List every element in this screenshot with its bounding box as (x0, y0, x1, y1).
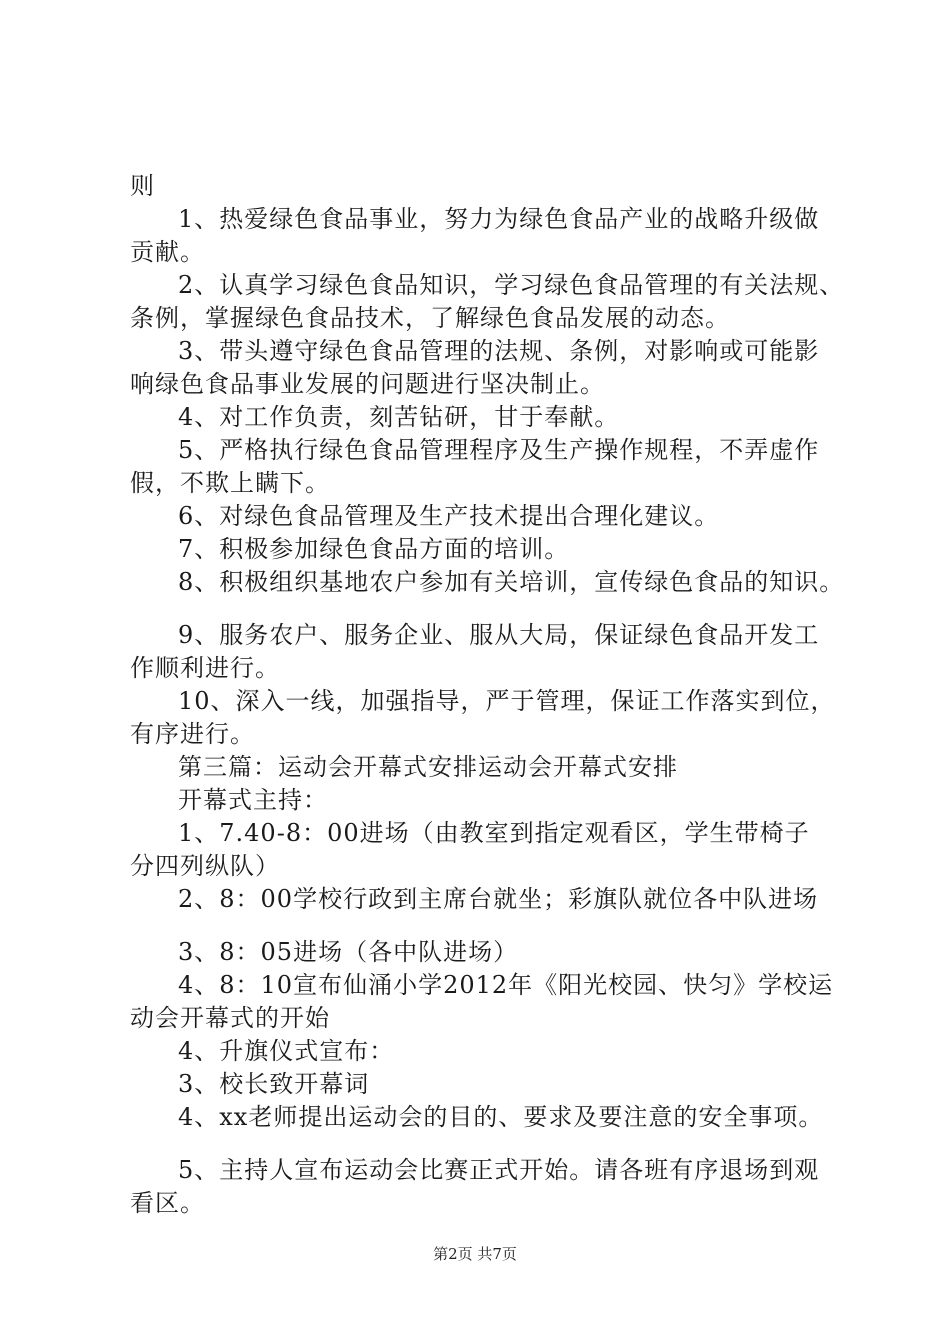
text-line: 分四列纵队） (130, 852, 280, 880)
text-line: 5、主持人宣布运动会比赛正式开始。请各班有序退场到观 (178, 1156, 820, 1184)
text-line: 9、服务农户、服务企业、服从大局，保证绿色食品开发工 (178, 621, 820, 649)
text-line: 贡献。 (130, 238, 205, 266)
text-line: 4、8：10宣布仙涌小学2012年《阳光校园、快匀》学校运 (178, 971, 834, 999)
text-line: 6、对绿色食品管理及生产技术提出合理化建议。 (178, 502, 720, 530)
text-line: 4、xx老师提出运动会的目的、要求及要注意的安全事项。 (178, 1103, 824, 1131)
text-line: 作顺利进行。 (130, 654, 280, 682)
text-line: 开幕式主持： (178, 786, 328, 814)
paragraph-gap (130, 599, 860, 619)
text-line: 2、8：00学校行政到主席台就坐；彩旗队就位各中队进场 (178, 885, 819, 913)
text-line: 3、校长致开幕词 (178, 1070, 370, 1098)
text-line: 条例，掌握绿色食品技术，了解绿色食品发展的动态。 (130, 304, 730, 332)
text-line: 3、8：05进场（各中队进场） (178, 938, 519, 966)
section-heading: 第三篇：运动会开幕式安排运动会开幕式安排 (178, 753, 678, 781)
page-number-footer: 第2页 共7页 (433, 1245, 517, 1263)
document-body (130, 170, 860, 1220)
text-line: 1、热爱绿色食品事业，努力为绿色食品产业的战略升级做 (178, 205, 820, 233)
text-line: 3、带头遵守绿色食品管理的法规、条例，对影响或可能影 (178, 337, 820, 365)
text-line: 假，不欺上瞒下。 (130, 469, 330, 497)
paragraph-gap (130, 916, 860, 936)
text-line: 有序进行。 (130, 720, 255, 748)
text-line: 则 (130, 172, 155, 200)
text-line: 4、对工作负责，刻苦钻研，甘于奉献。 (178, 403, 620, 431)
text-line: 1、7.40-8：00进场（由教室到指定观看区，学生带椅子 (178, 819, 810, 847)
text-line: 2、认真学习绿色食品知识，学习绿色食品管理的有关法规、 (178, 271, 845, 299)
text-line: 动会开幕式的开始 (130, 1004, 330, 1032)
text-line: 7、积极参加绿色食品方面的培训。 (178, 535, 570, 563)
text-line: 8、积极组织基地农户参加有关培训，宣传绿色食品的知识。 (178, 568, 845, 596)
text-line: 5、严格执行绿色食品管理程序及生产操作规程，不弄虚作 (178, 436, 820, 464)
text-line: 4、升旗仪式宣布： (178, 1037, 395, 1065)
text-line: 响绿色食品事业发展的问题进行坚决制止。 (130, 370, 605, 398)
text-line: 10、深入一线，加强指导，严于管理，保证工作落实到位， (178, 687, 836, 715)
paragraph-gap (130, 1134, 860, 1154)
text-line: 看区。 (130, 1189, 205, 1217)
